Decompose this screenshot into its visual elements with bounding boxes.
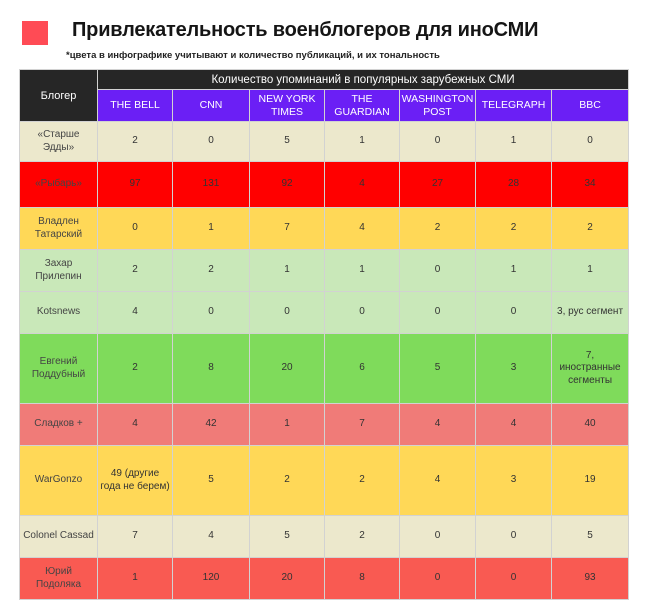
mention-count-cell: 20 <box>250 558 325 600</box>
mention-count-cell: 131 <box>173 162 250 208</box>
blogger-name: Colonel Cassad <box>20 516 98 558</box>
mention-count-cell: 28 <box>476 162 552 208</box>
mention-count-cell: 7 <box>250 208 325 250</box>
mention-count-cell: 5 <box>400 334 476 404</box>
mention-count-cell: 2 <box>98 122 173 162</box>
mention-count-cell: 40 <box>552 404 629 446</box>
mention-count-cell: 2 <box>250 446 325 516</box>
mention-count-cell: 1 <box>250 250 325 292</box>
outlet-header: BBC <box>552 90 629 122</box>
blogger-name: Юрий Подоляка <box>20 558 98 600</box>
blogger-name: Kotsnews <box>20 292 98 334</box>
mention-count-cell: 7 <box>325 404 400 446</box>
mention-count-cell: 0 <box>250 292 325 334</box>
mention-count-cell: 2 <box>325 516 400 558</box>
mention-count-cell: 3, рус сегмент <box>552 292 629 334</box>
mention-count-cell: 8 <box>325 558 400 600</box>
mention-count-cell: 27 <box>400 162 476 208</box>
table-row <box>20 404 629 446</box>
mention-count-cell: 2 <box>98 334 173 404</box>
mention-count-cell: 8 <box>173 334 250 404</box>
mention-count-cell: 0 <box>325 292 400 334</box>
outlet-header: NEW YORK TIMES <box>250 90 325 122</box>
header-row-top <box>20 70 629 90</box>
mention-count-cell: 0 <box>400 250 476 292</box>
table-row <box>20 162 629 208</box>
mention-count-cell: 7 <box>98 516 173 558</box>
mention-count-cell: 5 <box>250 122 325 162</box>
mention-count-cell: 2 <box>98 250 173 292</box>
outlet-header: THE BELL <box>98 90 173 122</box>
mention-count-cell: 2 <box>325 446 400 516</box>
mention-count-cell: 1 <box>552 250 629 292</box>
mention-count-cell: 1 <box>325 122 400 162</box>
mention-count-cell: 0 <box>400 292 476 334</box>
mentions-span-header: Количество упоминаний в популярных зарубежных СМИ <box>98 70 629 90</box>
mention-count-cell: 4 <box>173 516 250 558</box>
mention-count-cell: 0 <box>173 292 250 334</box>
mention-count-cell: 1 <box>476 122 552 162</box>
mention-count-cell: 3 <box>476 334 552 404</box>
table-row <box>20 516 629 558</box>
mention-count-cell: 0 <box>98 208 173 250</box>
page-title: Привлекательность военблогеров для иноСМИ <box>72 19 539 41</box>
blogger-name: Владлен Татарский <box>20 208 98 250</box>
color-note: *цвета в инфографике учитывают и количество публикаций, и их тональность <box>66 50 440 61</box>
mention-count-cell: 0 <box>476 292 552 334</box>
outlet-header: WASHINGTON POST <box>400 90 476 122</box>
table-row <box>20 446 629 516</box>
outlet-header: TELEGRAPH <box>476 90 552 122</box>
blogger-name: WarGonzo <box>20 446 98 516</box>
outlet-header: CNN <box>173 90 250 122</box>
mention-count-cell: 0 <box>476 558 552 600</box>
mention-count-cell: 0 <box>552 122 629 162</box>
table-row <box>20 122 629 162</box>
table-row <box>20 292 629 334</box>
mention-count-cell: 0 <box>173 122 250 162</box>
outlet-header-row <box>20 90 629 122</box>
mention-count-cell: 20 <box>250 334 325 404</box>
mention-count-cell: 92 <box>250 162 325 208</box>
mention-count-cell: 5 <box>552 516 629 558</box>
mention-count-cell: 1 <box>173 208 250 250</box>
mention-count-cell: 1 <box>250 404 325 446</box>
blogger-name: «Рыбарь» <box>20 162 98 208</box>
blogger-name: «Старше Эдды» <box>20 122 98 162</box>
mention-count-cell: 7, иностранные сегменты <box>552 334 629 404</box>
mention-count-cell: 4 <box>325 162 400 208</box>
mention-count-cell: 0 <box>476 516 552 558</box>
table-row <box>20 334 629 404</box>
mention-count-cell: 1 <box>98 558 173 600</box>
blogger-name: Захар Прилепин <box>20 250 98 292</box>
mention-count-cell: 1 <box>325 250 400 292</box>
table-row <box>20 558 629 600</box>
mention-count-cell: 2 <box>476 208 552 250</box>
accent-square <box>22 21 48 45</box>
mention-count-cell: 2 <box>173 250 250 292</box>
outlet-header: THE GUARDIAN <box>325 90 400 122</box>
mention-count-cell: 2 <box>552 208 629 250</box>
table-row <box>20 208 629 250</box>
mention-count-cell: 5 <box>173 446 250 516</box>
mention-count-cell: 19 <box>552 446 629 516</box>
mention-count-cell: 6 <box>325 334 400 404</box>
table-row <box>20 250 629 292</box>
mention-count-cell: 0 <box>400 558 476 600</box>
mention-count-cell: 4 <box>400 404 476 446</box>
mention-count-cell: 0 <box>400 516 476 558</box>
mention-count-cell: 4 <box>325 208 400 250</box>
blogger-name: Сладков + <box>20 404 98 446</box>
mentions-table <box>19 69 629 600</box>
mention-count-cell: 0 <box>400 122 476 162</box>
mention-count-cell: 1 <box>476 250 552 292</box>
mention-count-cell: 34 <box>552 162 629 208</box>
mention-count-cell: 4 <box>98 404 173 446</box>
blogger-name: Евгений Поддубный <box>20 334 98 404</box>
mention-count-cell: 2 <box>400 208 476 250</box>
mention-count-cell: 120 <box>173 558 250 600</box>
blogger-column-header: Блогер <box>20 70 98 122</box>
mention-count-cell: 42 <box>173 404 250 446</box>
mention-count-cell: 4 <box>98 292 173 334</box>
mention-count-cell: 4 <box>400 446 476 516</box>
mention-count-cell: 5 <box>250 516 325 558</box>
mention-count-cell: 97 <box>98 162 173 208</box>
mention-count-cell: 93 <box>552 558 629 600</box>
mention-count-cell: 3 <box>476 446 552 516</box>
mention-count-cell: 49 (другие года не берем) <box>98 446 173 516</box>
mention-count-cell: 4 <box>476 404 552 446</box>
